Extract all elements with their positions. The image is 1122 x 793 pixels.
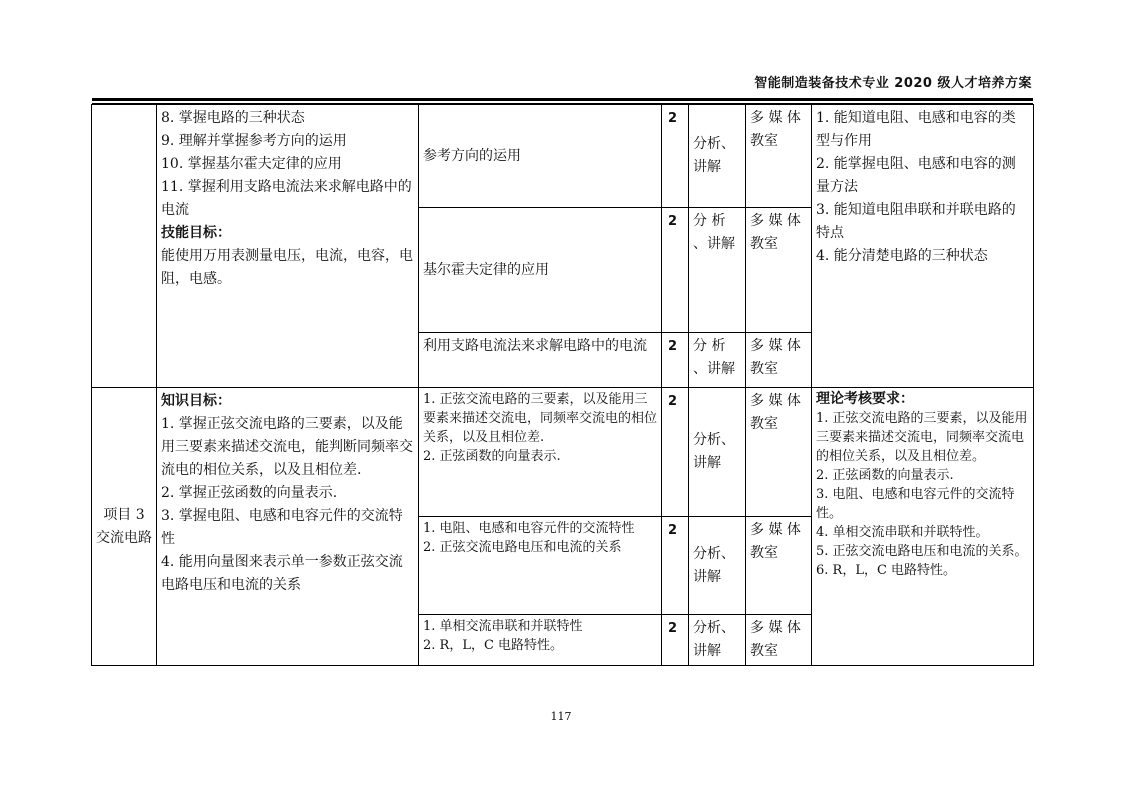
content-item: 2. 正弦交流电路电压和电流的关系 xyxy=(423,540,622,555)
objectives-cell xyxy=(157,388,419,666)
method-cell: 分析、讲解 xyxy=(689,388,746,517)
table-row xyxy=(92,388,1034,517)
objective-item: 1. 掌握正弦交流电路的三要素，以及能用三要素来描述交流电，能判断同频率交流电的相位关系，以及且相位差. xyxy=(161,416,413,478)
venue-cell: 多 媒 体 教室 xyxy=(746,615,812,666)
assessment-item: 2. 正弦函数的向量表示. xyxy=(816,468,954,483)
assessment-item: 6. R，L，C 电路特性。 xyxy=(816,563,957,578)
method-cell: 分 析 、讲解 xyxy=(689,208,746,333)
content-item: 2. R，L，C 电路特性。 xyxy=(423,638,564,653)
content-item: 2. 正弦函数的向量表示. xyxy=(423,449,561,464)
method-cell: 分 析 、讲解 xyxy=(689,333,746,388)
hours-cell: 2 xyxy=(662,105,689,208)
objective-item: 4. 能用向量图来表示单一参数正弦交流电路电压和电流的关系 xyxy=(161,554,403,593)
header-rule xyxy=(92,98,1033,101)
content-cell: 利用支路电流法来求解电路中的电流 xyxy=(419,333,662,388)
objective-item: 8. 掌握电路的三种状态 xyxy=(161,110,305,126)
objective-item: 11. 掌握利用支路电流法来求解电路中的电流 xyxy=(161,179,412,218)
assessment-item: 5. 正弦交流电路电压和电流的关系。 xyxy=(816,544,1028,559)
content-cell xyxy=(419,517,662,615)
assessment-cell xyxy=(812,105,1034,388)
assessment-cell xyxy=(812,388,1034,666)
objective-item: 2. 掌握正弦函数的向量表示. xyxy=(161,485,338,501)
content-item: 1. 正弦交流电路的三要素，以及能用三要素来描述交流电，同频率交流电的相位关系，以及且相位差. xyxy=(423,392,658,445)
content-cell xyxy=(419,615,662,666)
venue-cell: 多 媒 体 教室 xyxy=(746,517,812,615)
hours-cell: 2 xyxy=(662,208,689,333)
venue-cell: 多 媒 体 教室 xyxy=(746,333,812,388)
assessment-heading: 理论考核要求： xyxy=(816,391,914,407)
content-item: 1. 电阻、电感和电容元件的交流特性 xyxy=(423,521,635,536)
content-cell: 基尔霍夫定律的应用 xyxy=(419,208,662,333)
skill-objectives-heading: 技能目标： xyxy=(161,225,231,241)
method-cell: 分析、讲解 xyxy=(689,105,746,208)
hours-cell: 2 xyxy=(662,333,689,388)
content-item: 1. 单相交流串联和并联特性 xyxy=(423,619,583,634)
objective-item: 10. 掌握基尔霍夫定律的应用 xyxy=(161,156,342,172)
venue-cell: 多 媒 体 教室 xyxy=(746,208,812,333)
project-cell: 项目 3 交流电路 xyxy=(92,388,157,666)
assessment-item: 3. 能知道电阻串联和并联电路的特点 xyxy=(816,202,1016,241)
hours-cell: 2 xyxy=(662,388,689,517)
knowledge-objectives-heading: 知识目标： xyxy=(161,393,231,409)
content-cell xyxy=(419,388,662,517)
assessment-item: 4. 能分清楚电路的三种状态 xyxy=(816,248,988,264)
table-row xyxy=(92,105,1034,208)
assessment-item: 1. 正弦交流电路的三要素，以及能用三要素来描述交流电，同频率交流电的相位关系，以及且相位差。 xyxy=(816,411,1028,464)
method-cell: 分析、讲解 xyxy=(689,615,746,666)
hours-cell: 2 xyxy=(662,517,689,615)
assessment-item: 3. 电阻、电感和电容元件的交流特性。 xyxy=(816,487,1015,521)
page-number: 117 xyxy=(550,710,572,723)
method-cell: 分析、讲解 xyxy=(689,517,746,615)
hours-cell: 2 xyxy=(662,615,689,666)
project-cell xyxy=(92,105,157,388)
content-cell: 参考方向的运用 xyxy=(419,105,662,208)
skill-objective-text: 能使用万用表测量电压，电流，电容，电阻，电感。 xyxy=(161,248,413,287)
venue-cell: 多 媒 体 教室 xyxy=(746,388,812,517)
objective-item: 9. 理解并掌握参考方向的运用 xyxy=(161,133,347,149)
assessment-item: 2. 能掌握电阻、电感和电容的测量方法 xyxy=(816,156,1016,195)
document-header-title: 智能制造装备技术专业 2020 级人才培养方案 xyxy=(754,76,1032,91)
objectives-cell xyxy=(157,105,419,388)
assessment-item: 4. 单相交流串联和并联特性。 xyxy=(816,525,989,540)
curriculum-table xyxy=(91,104,1034,666)
venue-cell: 多 媒 体 教室 xyxy=(746,105,812,208)
assessment-item: 1. 能知道电阻、电感和电容的类型与作用 xyxy=(816,110,1016,149)
objective-item: 3. 掌握电阻、电感和电容元件的交流特性 xyxy=(161,508,403,547)
